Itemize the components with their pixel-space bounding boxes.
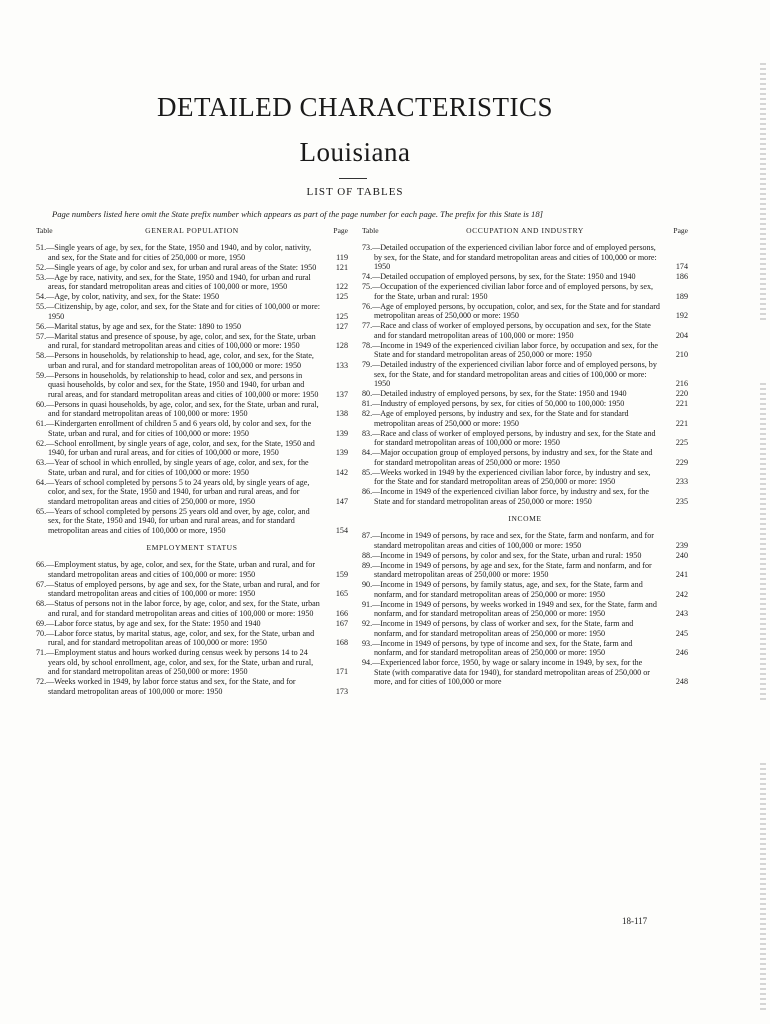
table-entry-description: 73.—Detailed occupation of the experienced civilian labor force and of employed persons, by sex, for the State, and for standard metropolitan areas and cities of 100,000 or more: 1950: [362, 243, 657, 271]
table-entry-page: 122: [335, 282, 348, 291]
table-entry-page: 235: [675, 496, 688, 506]
entries-general-population: [36, 243, 348, 535]
table-entry-page: 241: [675, 570, 688, 579]
table-entry-page: 125: [335, 292, 348, 301]
section-heading-occupation-and-industry: OCCUPATION AND INDUSTRY: [466, 226, 584, 235]
table-entry: [362, 561, 688, 580]
table-entry-page: 248: [675, 677, 688, 686]
page-title: DETAILED CHARACTERISTICS: [156, 92, 554, 122]
title-rule: [339, 178, 367, 179]
table-column-label: Table: [362, 226, 379, 235]
section-heading-employment-status: EMPLOYMENT STATUS: [146, 543, 238, 552]
table-entry-description: 75.—Occupation of the experienced civilian labor force and of employed persons, by sex, for the State, urban and rural: 1950: [362, 282, 654, 301]
table-entry-page: 246: [675, 648, 688, 657]
scan-edge-noise: [760, 60, 766, 320]
table-entry-description: 67.—Status of employed persons, by age and sex, for the State, urban and rural, and for standard metropolitan areas and cities of 100,000 or more: 1950: [36, 579, 320, 598]
table-entry-description: 80.—Detailed industry of employed persons, by sex, for the State: 1950 and 1940: [362, 389, 627, 398]
table-entry-description: 60.—Persons in quasi households, by age, color, and sex, for the State, urban and rural, and for standard metropolitan areas of 100,000 or more: 1950: [36, 399, 319, 418]
table-entry-description: 83.—Race and class of worker of employed persons, by industry and sex, for the State and for standard metropolitan areas of 100,000 or more: 1950: [362, 428, 656, 447]
table-entry: [36, 439, 348, 458]
table-entry-description: 68.—Status of persons not in the labor force, by age, color, and sex, for the State, urban and rural, and for standard metropolitan areas and cities of 100,000 or more: 1950: [36, 599, 320, 618]
table-entry-description: 59.—Persons in households, by relationship to head, color and sex, and persons in quasi households, by color and sex, for the State, 1950 and 1940, for urban and rural areas, and for standard metropolitan areas and cities of 100,000 or more: 1950: [36, 370, 319, 399]
table-entry: [362, 243, 688, 272]
table-entry-description: 86.—Income in 1949 of the experienced civilian labor force, by industry and sex, for the State and for standard metropolitan areas of 250,000 or more: 1950: [362, 487, 650, 506]
table-entry-page: 174: [675, 262, 688, 271]
table-entry-page: 221: [675, 399, 688, 408]
table-entry: [362, 639, 688, 658]
table-entry: [362, 531, 688, 550]
table-entry: [36, 599, 348, 618]
table-entry-page: 167: [335, 618, 348, 628]
table-entry-description: 76.—Age of employed persons, by occupation, color, and sex, for the State and for standard metropolitan areas of 250,000 or more: 1950: [362, 301, 660, 320]
table-entry: [36, 507, 348, 536]
table-entry-page: 240: [675, 550, 688, 560]
table-entry: [36, 677, 348, 696]
table-entry: [362, 321, 688, 340]
table-entry-description: 56.—Marital status, by age and sex, for the State: 1890 to 1950: [36, 321, 242, 331]
table-entry-page: 220: [675, 389, 688, 398]
table-entry-description: 78.—Income in 1949 of the experienced civilian labor force, by occupation and sex, for the State and for standard metropolitan areas of 250,000 or more: 1950: [362, 340, 658, 359]
table-entry-page: 128: [335, 341, 348, 350]
table-entry-page: 159: [335, 569, 348, 579]
table-entry-description: 90.—Income in 1949 of persons, by family status, age, and sex, for the State, farm and nonfarm, and for standard metropolitan areas of 250,000 or more: 1950: [362, 580, 643, 599]
left-column: [36, 226, 348, 697]
table-entry-description: 93.—Income in 1949 of persons, by type of income and sex, for the State, farm and nonfarm, and for standard metropolitan areas of 250,000 or more: 1950: [362, 638, 633, 657]
table-entry-page: 133: [335, 360, 348, 370]
table-entry-page: 229: [675, 457, 688, 467]
table-entry-page: 139: [335, 428, 348, 438]
page-column-label: Page: [673, 226, 688, 235]
table-entry-description: 66.—Employment status, by age, color, and sex, for the State, urban and rural, and for standard metropolitan areas and cities of 100,000 or more: 1950: [36, 560, 316, 579]
right-column: [362, 226, 688, 687]
section-heading-general-population: GENERAL POPULATION: [145, 226, 239, 235]
table-entry-description: 72.—Weeks worked in 1949, by labor force status and sex, for the State, and for standard metropolitan areas of 100,000 or more: 1950: [36, 677, 296, 696]
page-column-label: Page: [333, 226, 348, 235]
table-entry-description: 55.—Citizenship, by age, color, and sex, for the State and for cities of 100,000 or more: 1950: [36, 302, 321, 321]
table-entry-description: 77.—Race and class of worker of employed persons, by occupation and sex, for the State and for standard metropolitan areas of 100,000 or more: 1950: [362, 321, 651, 340]
page-number-note: Page numbers listed here omit the State prefix number which appears as part of the page number for each page. The prefix for this State is 18]: [52, 209, 543, 219]
table-entry-description: 61.—Kindergarten enrollment of children 5 and 6 years old, by color and sex, for the State, urban and rural, and for cities of 100,000 or more: 1950: [36, 419, 312, 438]
table-entry-page: 173: [335, 686, 348, 696]
table-entry-description: 85.—Weeks worked in 1949 by the experienced civilian labor force, by industry and sex, for the State and for standard metropolitan areas of 250,000 or more: 1950: [362, 467, 651, 486]
table-entry: [36, 243, 348, 262]
table-entry-page: 168: [335, 638, 348, 647]
state-title: Louisiana: [299, 137, 411, 167]
table-entry-description: 91.—Income in 1949 of persons, by weeks worked in 1949 and sex, for the State, farm and nonfarm, and for standard metropolitan areas of 250,000 or more: 1950: [362, 599, 657, 618]
table-entry: [36, 351, 348, 370]
table-entry: [362, 360, 688, 389]
table-entry-description: 65.—Years of school completed by persons 25 years old and over, by age, color, and sex, for the State, 1950 and 1940, for urban and rural areas, and for standard metropolitan areas and cities of 100,000 or more, 1950: [36, 506, 310, 535]
table-entry-description: 79.—Detailed industry of the experienced civilian labor force and of employed persons, by sex, for the State, and for standard metropolitan areas and cities of 100,000 or more: 1950: [362, 360, 657, 388]
table-entry: [362, 448, 688, 467]
table-entry-page: 242: [675, 589, 688, 599]
table-entry-description: 51.—Single years of age, by sex, for the State, 1950 and 1940, and by color, nativity, and sex, for the State and for cities of 250,000 or more, 1950: [36, 243, 312, 262]
table-entry: [362, 619, 688, 638]
table-entry: [362, 600, 688, 619]
entries-income: [362, 531, 688, 687]
table-entry-page: 204: [675, 330, 688, 340]
table-entry: [36, 322, 348, 332]
table-entry: [362, 272, 688, 282]
table-entry-page: 186: [675, 272, 688, 281]
scan-edge-noise: [760, 380, 766, 700]
table-entry-description: 57.—Marital status and presence of spouse, by age, color, and sex, for the State, urban and rural, for standard metropolitan areas and cities of 100,000 or more: 1950: [36, 331, 316, 350]
list-of-tables-heading: LIST OF TABLES: [306, 186, 404, 198]
entries-occupation-and-industry: [362, 243, 688, 506]
table-entry-page: 166: [335, 608, 348, 618]
table-entry-description: 87.—Income in 1949 of persons, by race and sex, for the State, farm and nonfarm, and for standard metropolitan areas and cities of 100,000 or more: 1950: [362, 531, 654, 550]
table-entry-page: 121: [335, 262, 348, 272]
table-entry-description: 74.—Detailed occupation of employed persons, by sex, for the State: 1950 and 1940: [362, 272, 636, 281]
table-entry: [36, 560, 348, 579]
table-entry-page: 165: [335, 589, 348, 598]
table-entry: [36, 629, 348, 648]
table-entry-page: 127: [335, 321, 348, 331]
table-entry-page: 192: [675, 311, 688, 320]
column-header: [36, 226, 348, 239]
table-entry-description: 53.—Age by race, nativity, and sex, for the State, 1950 and 1940, for urban and rural areas, for standard metropolitan areas and cities of 100,000 or more, 1950: [36, 272, 311, 291]
table-entry-page: 137: [335, 389, 348, 399]
table-entry-description: 84.—Major occupation group of employed persons, by industry and sex, for the State and for standard metropolitan areas of 250,000 or more: 1950: [362, 448, 653, 467]
table-entry-description: 88.—Income in 1949 of persons, by color and sex, for the State, urban and rural: 1950: [362, 550, 642, 560]
table-entry: [36, 478, 348, 507]
table-entry-page: 171: [335, 667, 348, 676]
table-entry: [36, 400, 348, 419]
table-entry: [362, 341, 688, 360]
table-entry-page: 189: [675, 291, 688, 301]
table-entry-description: 94.—Experienced labor force, 1950, by wage or salary income in 1949, by sex, for the State (with comparative data for 1940), for standard metropolitan areas of 250,000 or more, and for cities of 100,000 or more: [362, 658, 650, 686]
table-entry-description: 89.—Income in 1949 of persons, by age and sex, for the State, farm and nonfarm, and for standard metropolitan areas of 250,000 or more: 1950: [362, 560, 652, 579]
table-column-label: Table: [36, 226, 53, 235]
table-entry: [362, 658, 688, 687]
table-entry-page: 221: [675, 418, 688, 428]
table-entry: [36, 648, 348, 677]
table-entry-page: 125: [335, 311, 348, 321]
page-number: 18-117: [622, 916, 648, 926]
entries-employment-status: [36, 560, 348, 696]
section-heading-income: INCOME: [508, 514, 542, 523]
table-entry-page: 225: [675, 438, 688, 447]
table-entry-description: 54.—Age, by color, nativity, and sex, for the State: 1950: [36, 292, 220, 301]
table-entry-page: 245: [675, 628, 688, 638]
table-entry: [362, 409, 688, 428]
table-entry: [362, 389, 688, 399]
table-entry: [362, 399, 688, 409]
table-entry-page: 233: [675, 477, 688, 486]
table-entry-page: 147: [335, 496, 348, 506]
table-entry: [36, 458, 348, 477]
table-entry-page: 142: [335, 467, 348, 477]
table-entry: [362, 487, 688, 506]
table-entry-page: 239: [675, 540, 688, 550]
table-entry: [362, 282, 688, 301]
table-entry-description: 64.—Years of school completed by persons 5 to 24 years old, by single years of age, color, and sex, for the State, 1950 and 1940, for urban and rural areas, and for standard metropolitan areas and cities of 250,000 or more, 1950: [36, 477, 310, 506]
table-entry-description: 70.—Labor force status, by marital status, age, color, and sex, for the State, urban and rural, and for standard metropolitan areas of 100,000 or more: 1950: [36, 628, 315, 647]
column-header: [362, 226, 688, 239]
table-entry: [36, 263, 348, 273]
table-entry-description: 63.—Year of school in which enrolled, by single years of age, color, and sex, for the State, urban and rural, and for cities of 100,000 or more: 1950: [36, 458, 309, 477]
table-entry-page: 154: [335, 525, 348, 535]
table-entry-description: 81.—Industry of employed persons, by sex, for cities of 50,000 to 100,000: 1950: [362, 399, 625, 408]
table-entry-description: 92.—Income in 1949 of persons, by class of worker and sex, for the State, farm and nonfarm, and for standard metropolitan areas of 250,000 or more: 1950: [362, 619, 634, 638]
table-entry: [362, 429, 688, 448]
table-entry-description: 58.—Persons in households, by relationship to head, age, color, and sex, for the State, urban and rural, and for standard metropolitan areas of 100,000 or more: 1950: [36, 351, 314, 370]
table-entry: [362, 551, 688, 561]
table-entry-description: 82.—Age of employed persons, by industry and sex, for the State and for standard metropolitan areas of 250,000 or more: 1950: [362, 409, 629, 428]
table-entry: [362, 468, 688, 487]
table-entry-description: 62.—School enrollment, by single years of age, color, and sex, for the State, 1950 and 1940, for urban and rural areas, and for cities of 100,000 or more, 1950: [36, 438, 315, 457]
table-entry: [36, 273, 348, 292]
table-entry: [36, 419, 348, 438]
table-entry-page: 119: [336, 252, 348, 262]
table-entry-page: 138: [335, 409, 348, 418]
scan-edge-noise: [760, 760, 766, 1010]
table-entry-page: 216: [675, 379, 688, 388]
table-entry: [36, 580, 348, 599]
table-entry-description: 71.—Employment status and hours worked during census week by persons 14 to 24 years old, by school enrollment, age, color, and sex, for the State, urban and rural, and for standard metropolitan areas of 250,000 or more: 1950: [36, 648, 314, 676]
table-entry: [36, 332, 348, 351]
table-entry: [36, 302, 348, 321]
table-entry-page: 139: [335, 448, 348, 457]
table-entry: [36, 371, 348, 400]
table-entry: [362, 580, 688, 599]
table-entry-page: 210: [675, 350, 688, 359]
table-entry: [362, 302, 688, 321]
table-entry-page: 243: [675, 609, 688, 618]
table-entry: [36, 619, 348, 629]
table-entry-description: 52.—Single years of age, by color and sex, for urban and rural areas of the State: 1950: [36, 262, 317, 272]
table-entry: [36, 292, 348, 302]
table-entry-description: 69.—Labor force status, by age and sex, for the State: 1950 and 1940: [36, 618, 261, 628]
